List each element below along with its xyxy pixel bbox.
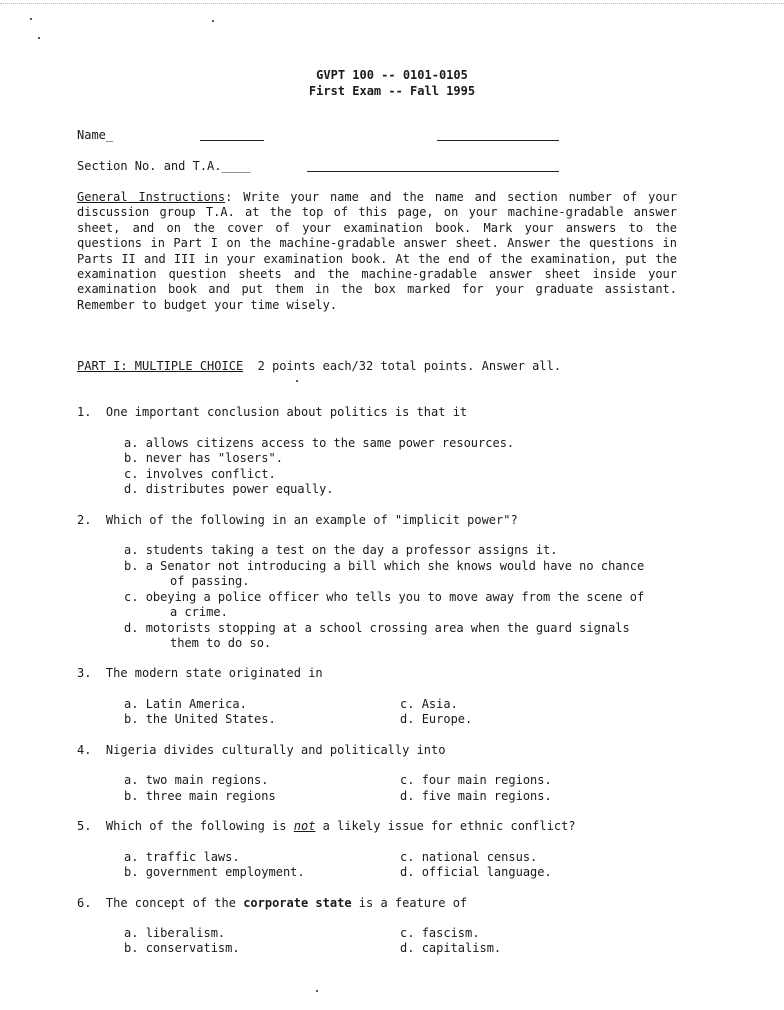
scan-speck (38, 37, 40, 39)
option-letter: d. (124, 482, 139, 496)
option-text: liberalism. (145, 926, 226, 940)
option-letter: b. (124, 789, 139, 803)
part1-info: 2 points each/32 total points. Answer all. (257, 359, 562, 373)
option-1c (124, 467, 276, 481)
option-4b (124, 789, 276, 803)
question-number: 5. (77, 819, 92, 833)
question-6 (77, 896, 467, 910)
question-1 (77, 405, 467, 419)
option-letter: a. (124, 926, 139, 940)
scan-speck (316, 990, 318, 992)
option-6b (124, 941, 240, 955)
name-blank-2[interactable] (437, 140, 559, 141)
section-ta-blank[interactable] (307, 171, 559, 172)
option-5a (124, 850, 240, 864)
option-2b-continued: of passing. (170, 574, 250, 588)
option-letter: d. (124, 621, 139, 635)
option-1a (124, 436, 514, 450)
option-3b (124, 712, 276, 726)
question-text: Which of the following in an example of "implicit power"? (105, 513, 518, 527)
option-letter: c. (400, 697, 415, 711)
option-text: involves conflict. (145, 467, 276, 481)
instructions-text: : Write your name and the name and section number of your discussion group T.A. at the top of this page, on your machine-gradable answer sheet, and on the cover of your examination book. Mark your answers to the questions in Part I on the machine-gradable answer sheet. Answer the questions in Parts II and III in your examination book. At the end of the examination, put the examination question sheets and the machine-gradable answer sheet inside your examination book and put them in the box marked for your graduate assistant. Remember to budget your time wisely. (77, 190, 677, 312)
option-text: motorists stopping at a school crossing area when the guard signals (145, 621, 630, 635)
option-letter: a. (124, 773, 139, 787)
question-emphasis: not (293, 819, 316, 833)
option-2c-continued: a crime. (170, 605, 228, 619)
option-letter: d. (400, 941, 415, 955)
option-2d-continued: them to do so. (170, 636, 272, 650)
option-letter: c. (124, 590, 139, 604)
scan-edge (0, 3, 784, 4)
option-text: distributes power equally. (145, 482, 334, 496)
option-text: conservatism. (145, 941, 240, 955)
question-emphasis: corporate state (243, 896, 352, 910)
section-label: Section No. and T.A.____ (77, 159, 251, 173)
option-5c (400, 850, 537, 864)
option-text: capitalism. (421, 941, 502, 955)
option-1b (124, 451, 283, 465)
question-4 (77, 743, 445, 757)
option-text: government employment. (145, 865, 305, 879)
question-number: 1. (77, 405, 92, 419)
option-text: three main regions (145, 789, 276, 803)
option-letter: b. (124, 451, 139, 465)
question-text: The concept of the (105, 896, 244, 910)
option-3c (400, 697, 458, 711)
question-text: One important conclusion about politics is that it (105, 405, 468, 419)
question-text: is a feature of (351, 896, 468, 910)
option-2c (124, 590, 644, 604)
part1-heading: PART I: MULTIPLE CHOICE (77, 359, 244, 373)
option-letter: b. (124, 865, 139, 879)
question-text: Which of the following is (105, 819, 294, 833)
option-text: obeying a police officer who tells you to move away from the scene of (145, 590, 645, 604)
option-letter: b. (124, 941, 139, 955)
instructions-heading: General Instructions (77, 190, 226, 204)
option-letter: c. (400, 773, 415, 787)
scan-speck (296, 380, 298, 382)
option-text: official language. (421, 865, 552, 879)
name-blank-1[interactable] (200, 140, 264, 141)
exam-course-title: GVPT 100 -- 0101-0105 (316, 68, 468, 82)
option-2b (124, 559, 644, 573)
scan-speck (212, 20, 214, 22)
question-text: a likely issue for ethnic conflict? (315, 819, 576, 833)
option-text: students taking a test on the day a professor assigns it. (145, 543, 558, 557)
exam-title: First Exam -- Fall 1995 (308, 84, 476, 98)
option-4c (400, 773, 552, 787)
option-text: Latin America. (145, 697, 247, 711)
option-text: the United States. (145, 712, 276, 726)
option-6a (124, 926, 225, 940)
option-text: two main regions. (145, 773, 269, 787)
option-2a (124, 543, 558, 557)
option-text: fascism. (421, 926, 480, 940)
option-letter: a. (124, 697, 139, 711)
option-1d (124, 482, 334, 496)
option-5d (400, 865, 552, 879)
option-4d (400, 789, 552, 803)
general-instructions (77, 190, 677, 313)
option-text: never has "losers". (145, 451, 283, 465)
option-letter: d. (400, 789, 415, 803)
option-5b (124, 865, 305, 879)
option-letter: d. (400, 712, 415, 726)
question-number: 4. (77, 743, 92, 757)
part1-section (77, 359, 561, 373)
question-3 (77, 666, 323, 680)
option-letter: c. (400, 926, 415, 940)
scan-speck (30, 18, 32, 20)
option-4a (124, 773, 269, 787)
option-6d (400, 941, 501, 955)
option-text: a Senator not introducing a bill which she knows would have no chance (145, 559, 645, 573)
option-text: five main regions. (421, 789, 552, 803)
option-text: national census. (421, 850, 538, 864)
option-text: four main regions. (421, 773, 552, 787)
name-label: Name_ (77, 128, 114, 142)
option-text: Asia. (421, 697, 458, 711)
question-number: 3. (77, 666, 92, 680)
option-3d (400, 712, 472, 726)
question-number: 2. (77, 513, 92, 527)
option-letter: d. (400, 865, 415, 879)
option-letter: c. (124, 467, 139, 481)
question-text: Nigeria divides culturally and politically into (105, 743, 446, 757)
option-letter: c. (400, 850, 415, 864)
question-text: The modern state originated in (105, 666, 323, 680)
option-3a (124, 697, 247, 711)
option-text: Europe. (421, 712, 473, 726)
option-letter: a. (124, 436, 139, 450)
question-number: 6. (77, 896, 92, 910)
question-2 (77, 513, 518, 527)
option-letter: a. (124, 543, 139, 557)
option-letter: b. (124, 712, 139, 726)
option-text: traffic laws. (145, 850, 240, 864)
option-letter: a. (124, 850, 139, 864)
option-6c (400, 926, 479, 940)
option-letter: b. (124, 559, 139, 573)
option-2d (124, 621, 630, 635)
question-5 (77, 819, 576, 833)
option-text: allows citizens access to the same power resources. (145, 436, 515, 450)
